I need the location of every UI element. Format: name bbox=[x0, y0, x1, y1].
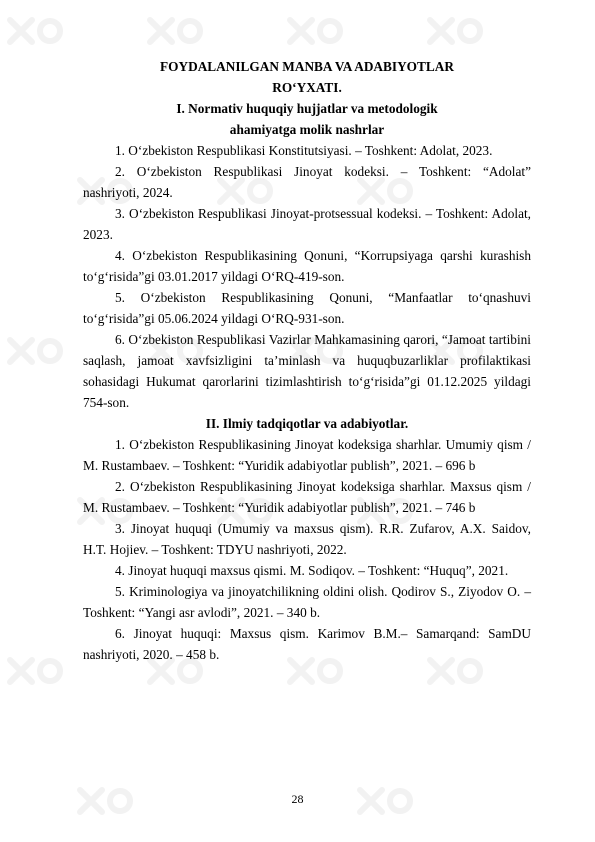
page-number: 28 bbox=[291, 792, 304, 806]
section-heading bbox=[83, 98, 531, 140]
heading-line: ahamiyatga molik nashrlar bbox=[229, 122, 385, 137]
reference-item: 2. O‘zbekiston Respublikasining Jinoyat kodeksiga sharhlar. Maxsus qism / M. Rustambaev. – Toshkent: “Yuridik adabiyotlar publish”, 2021. – 746 b bbox=[83, 479, 531, 515]
reference-item: 6. Jinoyat huquqi: Maxsus qism. Karimov B.M.– Samarqand: SamDU nashriyoti, 2020. – 458 b. bbox=[83, 626, 531, 662]
reference-item: 4. O‘zbekiston Respublikasining Qonuni, “Korrupsiyaga qarshi kurashish to‘g‘risida”gi 03.01.2017 yildagi O‘RQ-419-son. bbox=[83, 248, 531, 284]
reference-item: 1. O‘zbekiston Respublikasi Konstitutsiyasi. – Toshkent: Adolat, 2023. bbox=[115, 143, 493, 158]
document-title bbox=[83, 56, 531, 98]
reference-item: 1. O‘zbekiston Respublikasining Jinoyat kodeksiga sharhlar. Umumiy qism / M. Rustambaev. – Toshkent: “Yuridik adabiyotlar publish”, 2021. – 696 b bbox=[83, 437, 531, 473]
reference-item: 4. Jinoyat huquqi maxsus qismi. M. Sodiqov. – Toshkent: “Huquq”, 2021. bbox=[115, 563, 509, 578]
document-page bbox=[83, 56, 531, 665]
reference-item: 5. O‘zbekiston Respublikasining Qonuni, “Manfaatlar to‘qnashuvi to‘g‘risida”gi 05.06.2024 yildagi O‘RQ-931-son. bbox=[83, 290, 531, 326]
title-line: FOYDALANILGAN MANBA VA ADABIYOTLAR bbox=[160, 59, 454, 74]
title-line: RO‘YXATI. bbox=[272, 80, 342, 95]
section-heading bbox=[83, 413, 531, 434]
reference-item: 2. O‘zbekiston Respublikasi Jinoyat kodeksi. – Toshkent: “Adolat” nashriyoti, 2024. bbox=[83, 164, 531, 200]
heading-line: I. Normativ huquqiy hujjatlar va metodologik bbox=[176, 101, 438, 116]
reference-item: 3. O‘zbekiston Respublikasi Jinoyat-protsessual kodeksi. – Toshkent: Adolat, 2023. bbox=[83, 206, 531, 242]
reference-item: 6. O‘zbekiston Respublikasi Vazirlar Mahkamasining qarori, “Jamoat tartibini saqlash, jamoat xavfsizligini ta’minlash va huquqbuzarliklar profilaktikasi sohasidagi Hukumat qarorlarini tizimlashtirish to‘g‘risida”gi 01.12.2025 yildagi 754-son. bbox=[83, 332, 531, 410]
heading-line: II. Ilmiy tadqiqotlar va adabiyotlar. bbox=[205, 416, 409, 431]
reference-item: 3. Jinoyat huquqi (Umumiy va maxsus qism). R.R. Zufarov, A.X. Saidov, H.T. Hojiev. – Toshkent: TDYU nashriyoti, 2022. bbox=[83, 521, 531, 557]
reference-item: 5. Kriminologiya va jinoyatchilikning oldini olish. Qodirov S., Ziyodov O. – Toshkent: “Yangi asr avlodi”, 2021. – 340 b. bbox=[83, 584, 531, 620]
